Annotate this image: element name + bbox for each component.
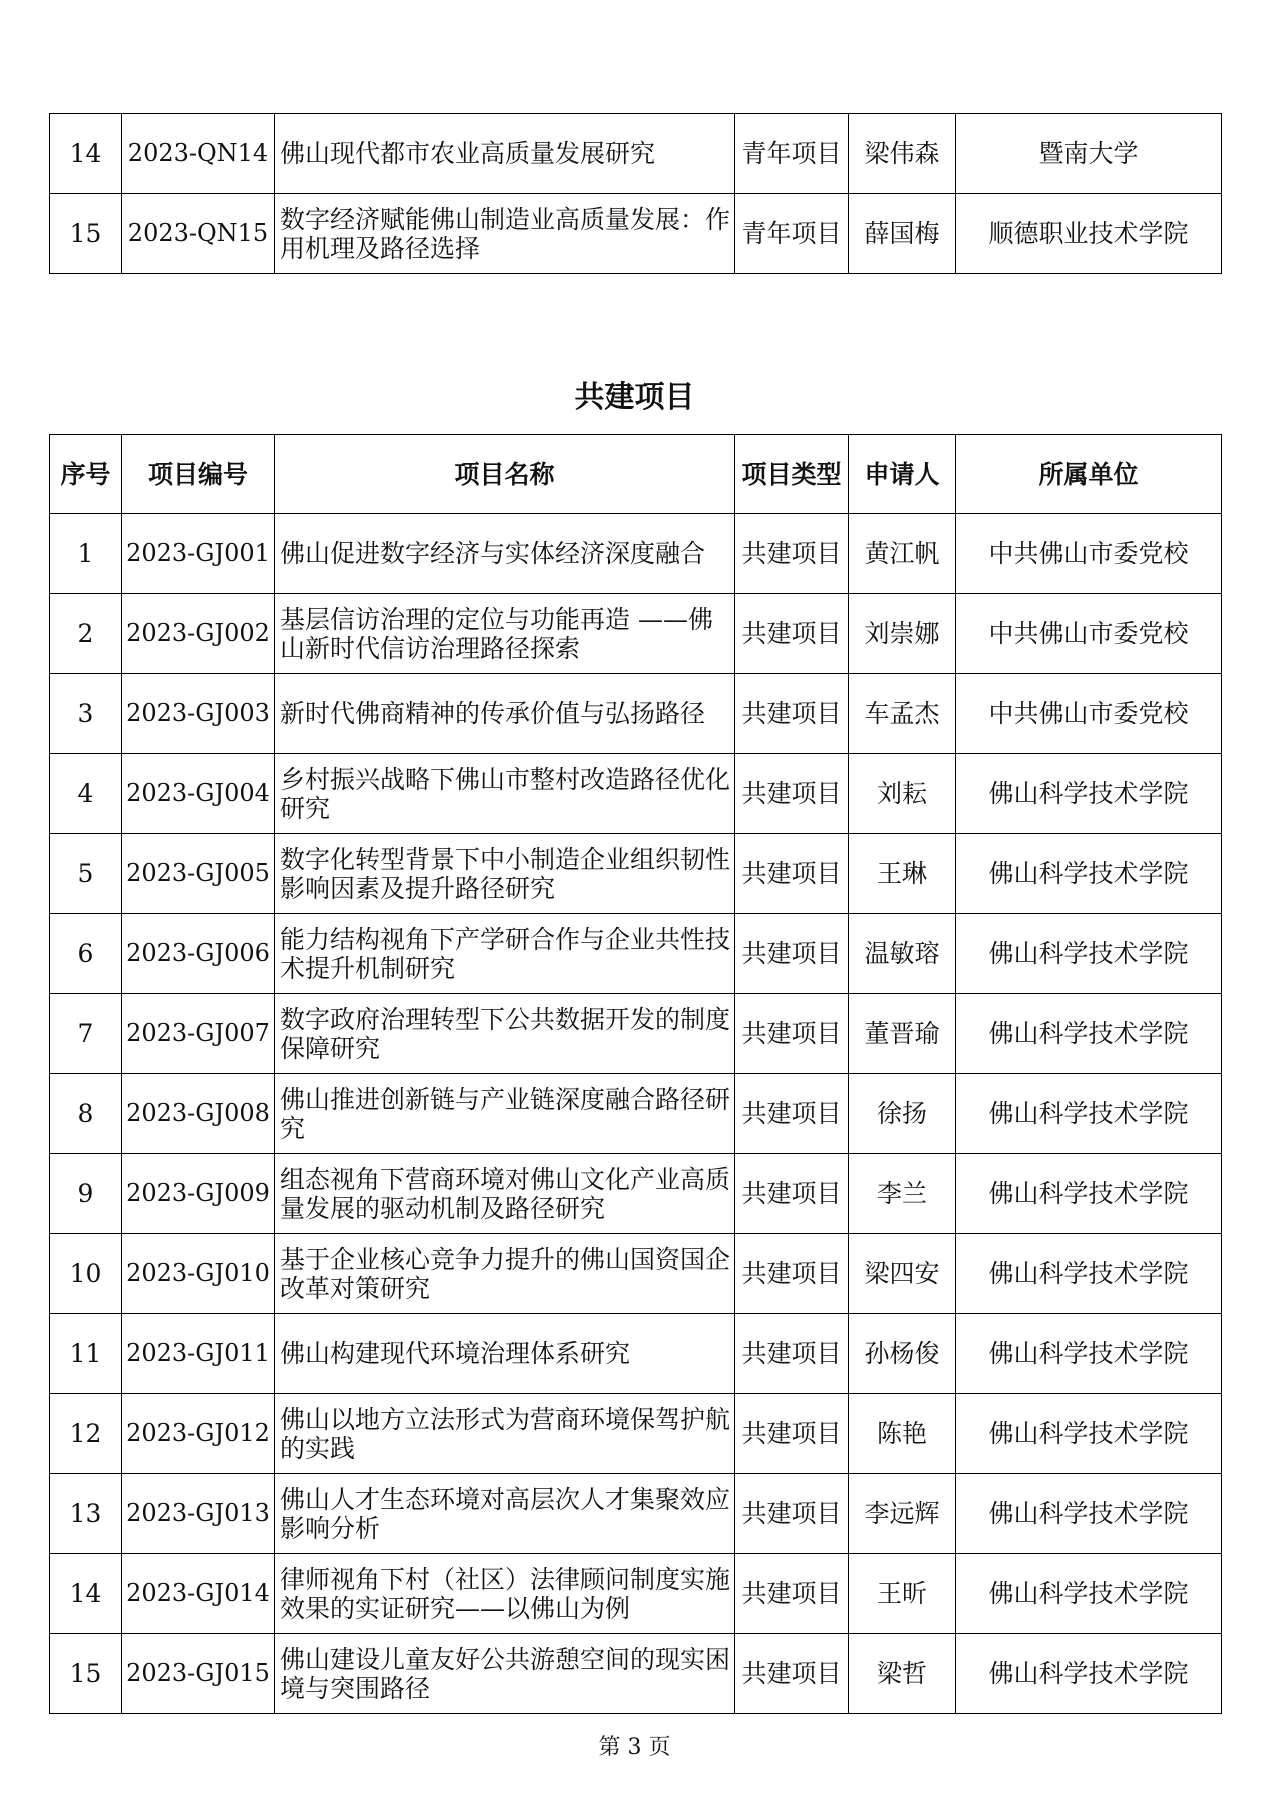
cell-code: 2023-GJ014	[122, 1554, 275, 1634]
cell-index: 3	[50, 674, 122, 754]
table-row	[50, 674, 1222, 754]
table-row	[50, 1074, 1222, 1154]
cell-index: 11	[50, 1314, 122, 1394]
header-code: 项目编号	[122, 435, 275, 514]
header-index: 序号	[50, 435, 122, 514]
cell-type: 共建项目	[735, 1154, 849, 1234]
cell-unit: 佛山科学技术学院	[956, 1074, 1222, 1154]
table-row	[50, 914, 1222, 994]
cell-code: 2023-GJ013	[122, 1474, 275, 1554]
cell-index: 8	[50, 1074, 122, 1154]
cell-name: 佛山人才生态环境对高层次人才集聚效应影响分析	[275, 1474, 735, 1554]
cell-index: 2	[50, 594, 122, 674]
table-row	[50, 834, 1222, 914]
cell-applicant: 梁哲	[849, 1634, 956, 1714]
cell-name: 新时代佛商精神的传承价值与弘扬路径	[275, 674, 735, 754]
cell-type: 共建项目	[735, 1554, 849, 1634]
cell-applicant: 王昕	[849, 1554, 956, 1634]
cell-type: 共建项目	[735, 1074, 849, 1154]
cell-applicant: 车孟杰	[849, 674, 956, 754]
cell-unit: 中共佛山市委党校	[956, 674, 1222, 754]
cell-type: 共建项目	[735, 754, 849, 834]
cell-unit: 中共佛山市委党校	[956, 514, 1222, 594]
cell-type: 共建项目	[735, 1634, 849, 1714]
cell-type: 共建项目	[735, 674, 849, 754]
cell-applicant: 黄江帆	[849, 514, 956, 594]
cell-type: 青年项目	[735, 194, 849, 274]
cell-name: 数字化转型背景下中小制造企业组织韧性影响因素及提升路径研究	[275, 834, 735, 914]
cell-unit: 佛山科学技术学院	[956, 1154, 1222, 1234]
cell-applicant: 梁伟森	[849, 114, 956, 194]
cell-applicant: 李远辉	[849, 1474, 956, 1554]
table-row	[50, 1474, 1222, 1554]
cell-code: 2023-GJ001	[122, 514, 275, 594]
header-type: 项目类型	[735, 435, 849, 514]
cell-applicant: 薛国梅	[849, 194, 956, 274]
cell-applicant: 梁四安	[849, 1234, 956, 1314]
cell-index: 7	[50, 994, 122, 1074]
header-unit: 所属单位	[956, 435, 1222, 514]
cell-name: 基于企业核心竞争力提升的佛山国资国企改革对策研究	[275, 1234, 735, 1314]
cell-code: 2023-GJ002	[122, 594, 275, 674]
cell-type: 共建项目	[735, 1234, 849, 1314]
cell-applicant: 温敏瑢	[849, 914, 956, 994]
table-row	[50, 1554, 1222, 1634]
cell-name: 基层信访治理的定位与功能再造 ——佛山新时代信访治理路径探索	[275, 594, 735, 674]
cell-name: 数字经济赋能佛山制造业高质量发展：作用机理及路径选择	[275, 194, 735, 274]
cell-applicant: 徐扬	[849, 1074, 956, 1154]
page-number: 第 3 页	[598, 1735, 671, 1760]
cell-applicant: 孙杨俊	[849, 1314, 956, 1394]
cell-name: 佛山现代都市农业高质量发展研究	[275, 114, 735, 194]
cell-unit: 佛山科学技术学院	[956, 1554, 1222, 1634]
cell-name: 佛山促进数字经济与实体经济深度融合	[275, 514, 735, 594]
cell-index: 15	[50, 1634, 122, 1714]
cell-applicant: 董晋瑜	[849, 994, 956, 1074]
cell-code: 2023-GJ011	[122, 1314, 275, 1394]
continued-table-body	[50, 114, 1222, 274]
cell-index: 10	[50, 1234, 122, 1314]
cell-applicant: 李兰	[849, 1154, 956, 1234]
continued-project-table	[49, 113, 1222, 274]
table-row	[50, 114, 1222, 194]
cell-unit: 佛山科学技术学院	[956, 994, 1222, 1074]
cell-unit: 佛山科学技术学院	[956, 914, 1222, 994]
cell-applicant: 陈艳	[849, 1394, 956, 1474]
cell-index: 6	[50, 914, 122, 994]
cell-unit: 中共佛山市委党校	[956, 594, 1222, 674]
cell-name: 组态视角下营商环境对佛山文化产业高质量发展的驱动机制及路径研究	[275, 1154, 735, 1234]
cell-type: 共建项目	[735, 594, 849, 674]
cell-code: 2023-QN14	[122, 114, 275, 194]
cell-code: 2023-GJ015	[122, 1634, 275, 1714]
joint-project-table	[49, 434, 1222, 1714]
cell-type: 共建项目	[735, 834, 849, 914]
cell-index: 13	[50, 1474, 122, 1554]
table-row	[50, 194, 1222, 274]
cell-unit: 佛山科学技术学院	[956, 1394, 1222, 1474]
cell-name: 数字政府治理转型下公共数据开发的制度保障研究	[275, 994, 735, 1074]
cell-unit: 佛山科学技术学院	[956, 754, 1222, 834]
table-row	[50, 1314, 1222, 1394]
cell-unit: 顺德职业技术学院	[956, 194, 1222, 274]
cell-unit: 佛山科学技术学院	[956, 1634, 1222, 1714]
cell-type: 共建项目	[735, 514, 849, 594]
cell-applicant: 刘崇娜	[849, 594, 956, 674]
cell-code: 2023-GJ012	[122, 1394, 275, 1474]
cell-index: 9	[50, 1154, 122, 1234]
cell-name: 律师视角下村（社区）法律顾问制度实施效果的实证研究——以佛山为例	[275, 1554, 735, 1634]
cell-index: 12	[50, 1394, 122, 1474]
cell-unit: 暨南大学	[956, 114, 1222, 194]
cell-unit: 佛山科学技术学院	[956, 1234, 1222, 1314]
cell-code: 2023-GJ004	[122, 754, 275, 834]
cell-type: 共建项目	[735, 994, 849, 1074]
section-title: 共建项目	[574, 380, 695, 415]
cell-type: 共建项目	[735, 1394, 849, 1474]
header-name: 项目名称	[275, 435, 735, 514]
table-row	[50, 1394, 1222, 1474]
cell-name: 能力结构视角下产学研合作与企业共性技术提升机制研究	[275, 914, 735, 994]
cell-code: 2023-GJ008	[122, 1074, 275, 1154]
cell-index: 5	[50, 834, 122, 914]
cell-index: 1	[50, 514, 122, 594]
cell-index: 14	[50, 114, 122, 194]
table-row	[50, 1634, 1222, 1714]
cell-type: 共建项目	[735, 914, 849, 994]
cell-index: 15	[50, 194, 122, 274]
cell-name: 佛山建设儿童友好公共游憩空间的现实困境与突围路径	[275, 1634, 735, 1714]
cell-type: 共建项目	[735, 1474, 849, 1554]
cell-name: 佛山以地方立法形式为营商环境保驾护航的实践	[275, 1394, 735, 1474]
cell-index: 14	[50, 1554, 122, 1634]
cell-applicant: 刘耘	[849, 754, 956, 834]
cell-code: 2023-GJ003	[122, 674, 275, 754]
table-row	[50, 1234, 1222, 1314]
cell-code: 2023-GJ010	[122, 1234, 275, 1314]
cell-index: 4	[50, 754, 122, 834]
table-row	[50, 754, 1222, 834]
table-row	[50, 514, 1222, 594]
cell-applicant: 王琳	[849, 834, 956, 914]
table-header-row	[50, 435, 1222, 514]
cell-unit: 佛山科学技术学院	[956, 1474, 1222, 1554]
cell-code: 2023-GJ006	[122, 914, 275, 994]
table-row	[50, 994, 1222, 1074]
cell-unit: 佛山科学技术学院	[956, 1314, 1222, 1394]
cell-code: 2023-GJ007	[122, 994, 275, 1074]
table-row	[50, 1154, 1222, 1234]
joint-table-body	[50, 514, 1222, 1714]
table-row	[50, 594, 1222, 674]
cell-unit: 佛山科学技术学院	[956, 834, 1222, 914]
cell-code: 2023-QN15	[122, 194, 275, 274]
cell-type: 青年项目	[735, 114, 849, 194]
cell-type: 共建项目	[735, 1314, 849, 1394]
cell-name: 佛山推进创新链与产业链深度融合路径研究	[275, 1074, 735, 1154]
cell-code: 2023-GJ005	[122, 834, 275, 914]
cell-code: 2023-GJ009	[122, 1154, 275, 1234]
cell-name: 乡村振兴战略下佛山市整村改造路径优化研究	[275, 754, 735, 834]
header-applicant: 申请人	[849, 435, 956, 514]
cell-name: 佛山构建现代环境治理体系研究	[275, 1314, 735, 1394]
